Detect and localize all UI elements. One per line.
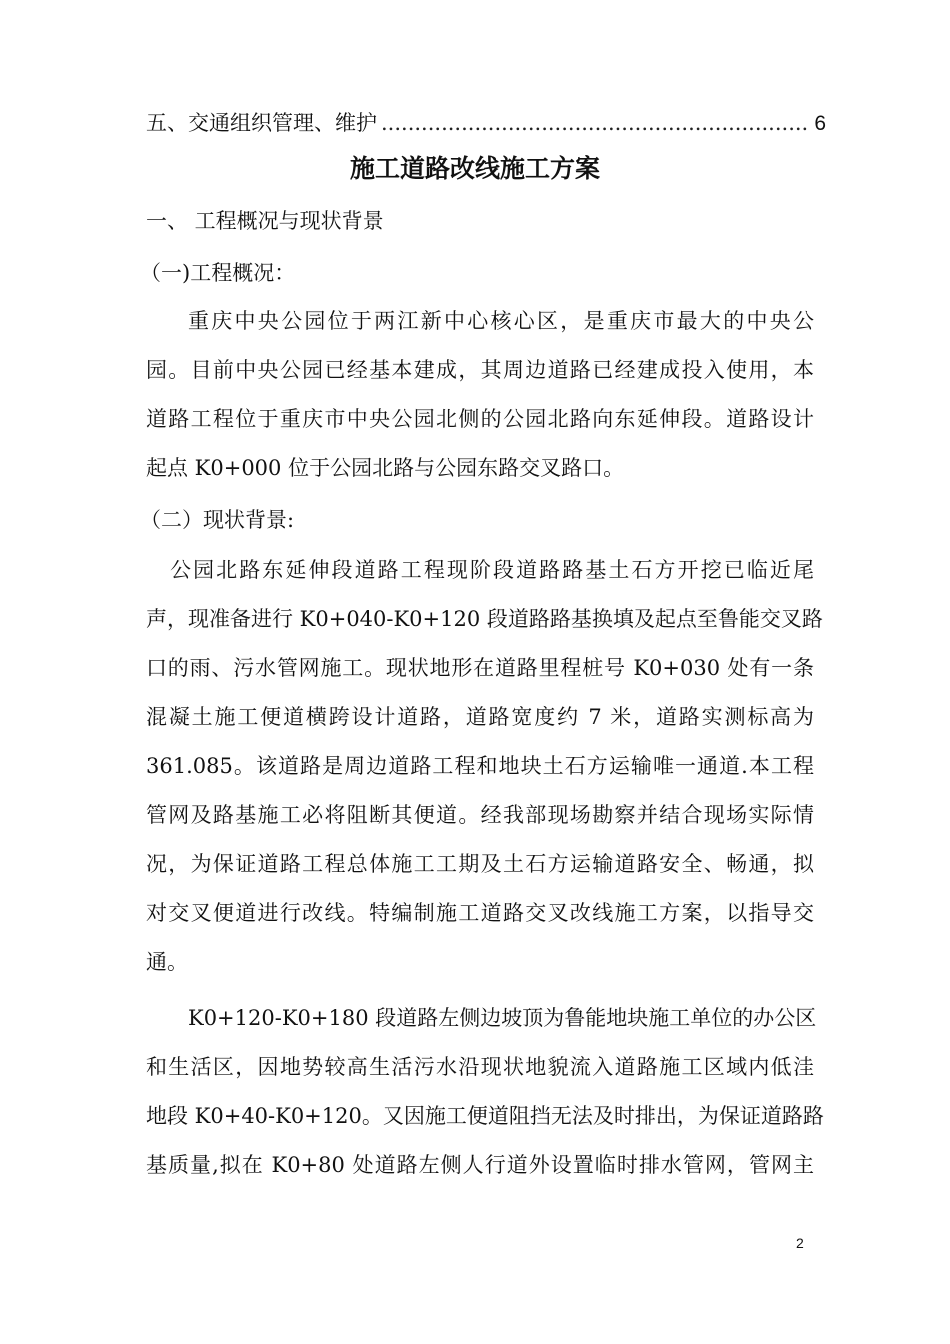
paragraph-line: 公园北路东延伸段道路工程现阶段道路路基土石方开挖已临近尾	[170, 558, 814, 582]
toc-entry-label: 五、交通组织管理、维护	[146, 111, 377, 135]
document-title: 施工道路改线施工方案	[349, 154, 600, 183]
page-number: 2	[796, 1235, 804, 1251]
paragraph-line: 对交叉便道进行改线。特编制施工道路交叉改线施工方案，以指导交	[146, 901, 814, 925]
toc-entry[interactable]	[146, 108, 826, 139]
toc-leader-dots	[381, 108, 810, 138]
paragraph-line: 通。	[146, 950, 188, 974]
paragraph-line: 况，为保证道路工程总体施工工期及土石方运输道路安全、畅通，拟	[146, 852, 814, 876]
paragraph-line: 基质量,拟在 K0+80 处道路左侧人行道外设置临时排水管网，管网主	[146, 1153, 814, 1177]
paragraph-line: K0+120-K0+180 段道路左侧边坡顶为鲁能地块施工单位的办公区	[188, 1006, 817, 1030]
section-heading: 一、 工程概况与现状背景	[146, 209, 384, 233]
paragraph-line: 口的雨、污水管网施工。现状地形在道路里程桩号 K0+030 处有一条	[146, 656, 814, 680]
paragraph-line: 混凝土施工便道横跨设计道路，道路宽度约 7 米，道路实测标高为	[146, 705, 814, 729]
paragraph-line: 地段 K0+40-K0+120。又因施工便道阻挡无法及时排出，为保证道路路	[146, 1104, 824, 1128]
paragraph-line: 和生活区，因地势较高生活污水沿现状地貌流入道路施工区域内低洼	[146, 1055, 814, 1079]
subsection-heading: （二）现状背景:	[140, 508, 295, 532]
paragraph-line: 起点 K0+000 位于公园北路与公园东路交叉路口。	[146, 456, 625, 480]
paragraph-line: 园。目前中央公园已经基本建成，其周边道路已经建成投入使用，本	[146, 358, 814, 382]
paragraph-line: 361.085。该道路是周边道路工程和地块土石方运输唯一通道.本工程	[146, 754, 814, 778]
paragraph-line: 重庆中央公园位于两江新中心核心区，是重庆市最大的中央公	[188, 309, 814, 333]
paragraph-line: 管网及路基施工必将阻断其便道。经我部现场勘察并结合现场实际情	[146, 803, 814, 827]
subsection-heading: （一)工程概况：	[140, 261, 296, 285]
paragraph-line: 道路工程位于重庆市中央公园北侧的公园北路向东延伸段。道路设计	[146, 407, 814, 431]
paragraph-line: 声，现准备进行 K0+040-K0+120 段道路路基换填及起点至鲁能交叉路	[146, 607, 823, 631]
toc-page-number: 6	[814, 112, 826, 135]
